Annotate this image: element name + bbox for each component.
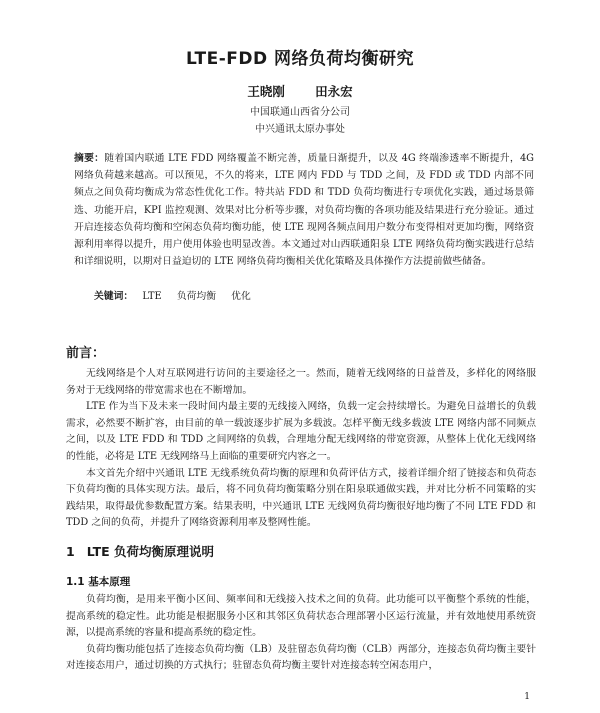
page-number: 1 — [524, 692, 530, 702]
affiliation-1: 中国联通山西省分公司 — [250, 107, 350, 118]
paragraph: 负荷均衡，是用来平衡小区间、频率间和无线接入技术之间的负荷。此功能可以平衡整个系统的性能，提高系统的稳定性。此功能是根据服务小区和其邻区负荷状态合理部署小区运行流量，并有效地使用系统资源，以提高系统的容量和提高系统的稳定性。 — [66, 594, 536, 639]
section-heading — [66, 542, 214, 560]
affiliation-2: 中兴通讯太原办事处 — [255, 124, 345, 135]
section-title: LTE 负荷均衡原理说明 — [86, 544, 215, 559]
paragraph: LTE 作为当下及未来一段时间内最主要的无线接入网络，负载一定会持续增长。为避免日益增长的负载需求，必然要不断扩容，由目前的单一载波逐步扩展为多载波。怎样平衡无线多载波 LTE 网络内部不同频点之间，以及 LTE FDD 和 TDD 之间网络的负载，合理地分配无线网络的带宽资源，从整体上优化无线网络的性能，必将是 LTE 无线网络马上面临的重要研究内容之一。 — [66, 401, 536, 462]
abstract-label: 摘要： — [74, 153, 105, 164]
keyword: LTE — [142, 291, 162, 302]
paper-title: LTE-FDD 网络负荷均衡研究 — [185, 49, 415, 69]
abstract-text: 随着国内联通 LTE FDD 网络覆盖不断完善，质量日渐提升，以及 4G 终端渗透率不断提升，4G 网络负荷越来越高。可以预见，不久的将来，LTE 网内 FDD 与 TDD 之间，及 FDD 或 TDD 内部不同频点之间负荷均衡成为常态性优化工作。特共站 FDD 和 TDD 负荷均衡进行专项优化实践，通过场景筛选、功能开启，KPI 监控观测、效果对比分析等步骤，对负荷均衡的各项功能及结果进行充分验证。通过开启连接态负荷均衡和空闲态负荷均衡功能，使 LTE 现网各频点间用户数分布变得相对更加均衡，网络资源利用率得以提升，用户使用体验也明显改善。本文通过对山西联通阳泉 LTE 网络负荷均衡实践进行总结和详细说明，以期对日益迫切的 LTE 网络负荷均衡相关优化策略及具体操作方法提前做些储备。 — [74, 153, 535, 268]
paper-authors: 王晓刚 田永宏 — [247, 84, 353, 99]
section-body — [66, 592, 536, 675]
keyword: 负荷均衡 — [176, 291, 217, 302]
paragraph: 本文首先介绍中兴通讯 LTE 无线系统负荷均衡的原理和负荷评估方式，接着详细介绍了链接态和负荷态下负荷均衡的具体实现方法。最后，将不同负荷均衡策略分别在阳泉联通做实践，并对比分析不同策略的实践结果，取得最优参数配置方案。结果表明，中兴通讯 LTE 无线网负荷均衡很好地均衡了不同 LTE FDD 和 TDD 之间的负荷，并提升了网络资源利用率及整网性能。 — [66, 467, 536, 529]
keyword: 优化 — [231, 291, 251, 302]
keywords-label: 关键词： — [94, 291, 134, 302]
subsection-heading: 1.1 基本原理 — [66, 576, 131, 588]
preface-heading: 前言： — [66, 346, 106, 361]
preface-body — [66, 366, 536, 532]
paragraph: 无线网络是个人对互联网进行访问的主要途径之一。然而，随着无线网络的日益普及，多样化的网络服务对于无线网络的带宽需求也在不断增加。 — [66, 368, 536, 396]
abstract — [74, 150, 534, 270]
paragraph: 负荷均衡功能包括了连接态负荷均衡（LB）及驻留态负荷均衡（CLB）两部分，连接态负荷均衡主要针对连接态用户，通过切换的方式执行；驻留态负荷均衡主要针对连接态转空闲态用户， — [66, 643, 536, 672]
section-number: 1 — [66, 544, 75, 559]
keywords — [94, 288, 263, 302]
